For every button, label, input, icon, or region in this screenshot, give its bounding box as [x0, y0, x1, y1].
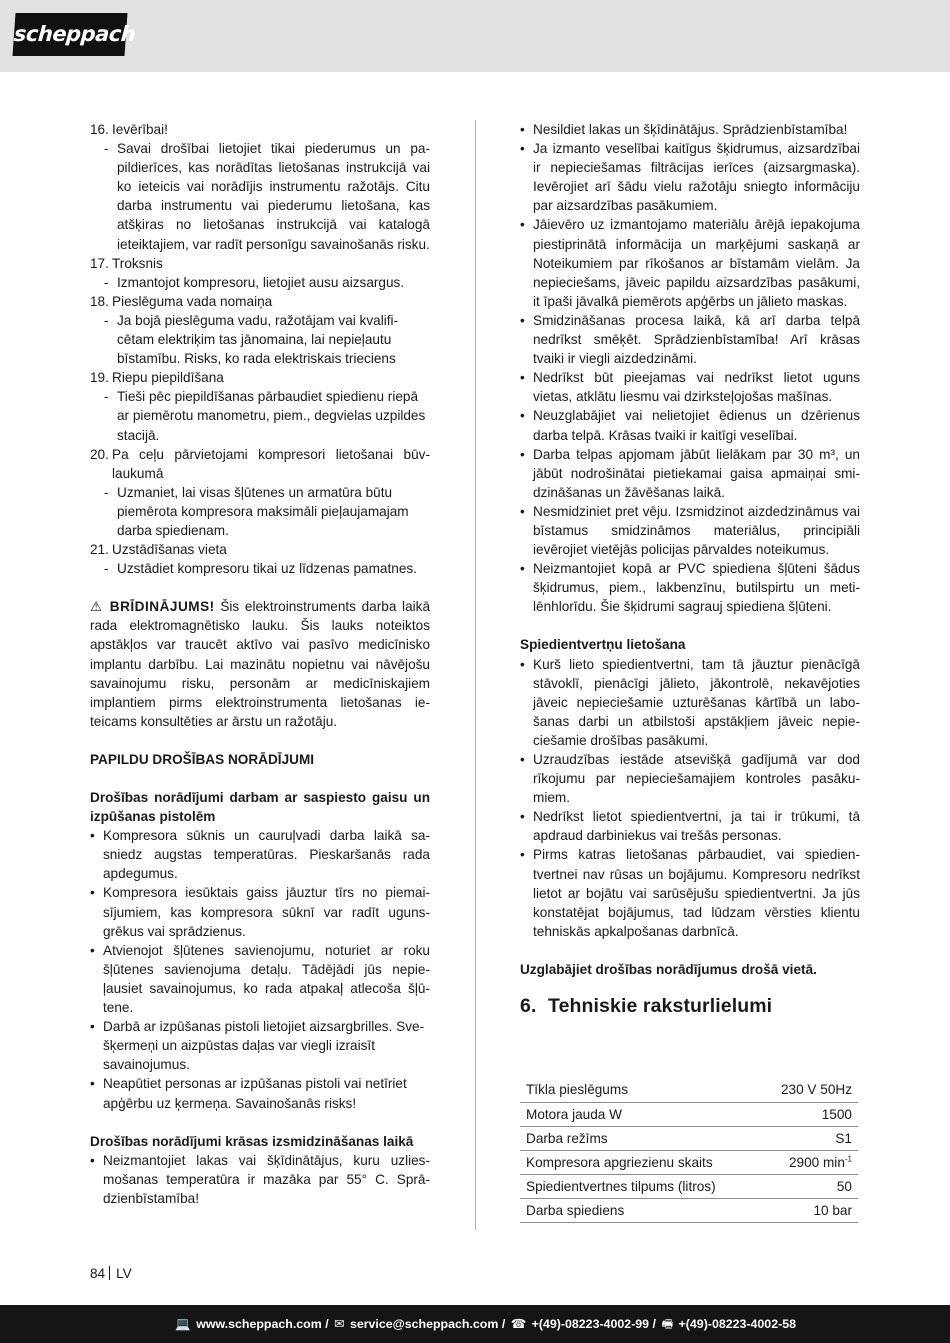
spec-label: Darba spiediens	[520, 1198, 759, 1222]
list-item: • Neizmantojiet lakas vai šķīdinātājus, kuru uzliesmošanas temperatūra ir mazāka par 55° C. Sprādzienbīstamība!	[90, 1151, 430, 1208]
spec-value: S1	[759, 1126, 858, 1150]
computer-icon: 💻	[175, 1317, 191, 1331]
item-21: 21. Uzstādīšanas vieta	[90, 542, 227, 558]
page-language: LV	[116, 1266, 132, 1281]
scheppach-logo: scheppach	[12, 13, 127, 56]
spec-label: Tīkla pieslēgums	[520, 1078, 759, 1102]
list-item: • Pirms katras lietošanas pārbaudiet, vai spiedientvertnei nav rūsas un bojājumu. Kompresoru nedrīkst lietot ar bojātu vai sarūsējušu spiedientvertni. Ja jūs konstatējat bojājumus, tad lūdzam vērsties klientu tehniskās apkalpošanas darbnīcā.	[520, 845, 860, 940]
item-21-text: - Uzstādiet kompresoru tikai uz līdzenas pamatnes.	[104, 559, 430, 578]
item-17-text: - Izmantojot kompresoru, lietojiet ausu aizsargus.	[104, 273, 430, 292]
item-16-text: - Savai drošībai lietojiet tikai piederumus un papildierīces, kas norādītas lietošanas instrukcijā vai ko ieteicis vai norādījis instrumentu ražotājs. Citu darba instrumentu vai piederumu lietošana, kas atšķiras no lietošanas instrukcijā vai katalogā ieteiktajiem, var radīt personīgu savainošanās risku.	[104, 139, 430, 254]
footer-phone: +(49)-08223-4002-99	[531, 1317, 650, 1331]
spec-label: Kompresora apgriezienu skaits	[520, 1150, 759, 1174]
tech-specs-table	[520, 1078, 858, 1223]
list-item: • Darba telpas apjomam jābūt lielākam par 30 m³, un jābūt nodrošinātai pietiekamai gaisa apmaiņai smidzināšanas un žāvēšanas laikā.	[520, 445, 860, 502]
footer-email[interactable]: service@scheppach.com	[349, 1317, 499, 1331]
tech-section-title: 6. Tehniskie raksturlielumi	[520, 995, 773, 1018]
warning-icon: ⚠	[90, 599, 105, 615]
item-19-text: - Tieši pēc piepildīšanas pārbaudiet spiedienu riepā ar piemērotu manometru, piem., degvielas uzpildes stacijā.	[104, 387, 430, 444]
spec-value: 10 bar	[759, 1198, 858, 1222]
list-item: • Uzraudzības iestāde atsevišķā gadījumā var dod rīkojumu par nepieciešamajiem kontroles pasākumiem.	[520, 750, 860, 807]
table-row	[520, 1198, 858, 1222]
spec-value: 1500	[759, 1102, 858, 1126]
footer-website[interactable]: www.scheppach.com	[196, 1317, 322, 1331]
page-number: 84 LV	[90, 1266, 132, 1281]
list-item: • Nedrīkst lietot spiedientvertni, ja tai ir trūkumi, tā apdraud darbiniekus vai trešās personas.	[520, 807, 860, 845]
table-row	[520, 1126, 858, 1150]
table-row	[520, 1102, 858, 1126]
spec-label: Motora jauda W	[520, 1102, 759, 1126]
item-19-title: Riepu piepildīšana	[112, 370, 224, 386]
list-item: • Ja izmanto veselībai kaitīgus šķidrumus, aizsardzībai ir nepieciešamas filtrācijas ierīces (aizsargmaska). Ievērojiet arī šādu vielu ražotāju sniegto informāciju par aizsardzības pasākumiem.	[520, 139, 860, 215]
spec-value-superscript: -1	[844, 1153, 852, 1163]
warning-text: Šis elektroinstruments darba laikā rada elektromagnētisko lauku. Šis lauks noteiktos apstākļos var traucēt aktīvo vai pasīvo medicīnisko implantu darbību. Lai mazinātu nopietnu vai nāvējošu savainojumu risku, personām ar medicīniskajiem implantiem pirms elektroinstrumenta lietošanas ieteicams konsultēties ar ārstu un ražotāju.	[90, 599, 431, 729]
list-item: • Jāievēro uz izmantojamo materiālu ārējā iepakojuma piestiprinātā informācija un marķējumi saskaņā ar Noteikumiem par rīkošanos ar bīstamām vielām. Ja nepieciešams, jāveic papildu aizsardzības pasākumi, it īpaši jāvalkā piemērots apģērbs un jālieto maskas.	[520, 215, 860, 310]
spec-label: Spiedientvertnes tilpums (litros)	[520, 1174, 759, 1198]
item-21-title: Uzstādīšanas vieta	[112, 542, 227, 558]
tank-heading: Spiedientvertņu lietošana	[520, 637, 686, 653]
item-18-text: - Ja bojā pieslēguma vadu, ražotājam vai kvalificētam elektriķim tas jānomaina, lai nepieļautu bīstamību. Risks, ko rada elektriskais trieciens	[104, 311, 430, 368]
list-item: • Neuzglabājiet vai nelietojiet ēdienus un dzērienus darba telpā. Krāsas tvaiki ir kaitīgi veselībai.	[520, 406, 860, 444]
item-20: 20. Pa ceļu pārvietojami kompresori lietošanai būvlaukumā	[90, 446, 430, 481]
item-18-title: Pieslēguma vada nomaiņa	[112, 293, 273, 309]
header-bar	[0, 0, 950, 72]
item-16-title: Ievērībai!	[112, 122, 168, 137]
keep-instructions-note: Uzglabājiet drošības norādījumus drošā vietā.	[520, 961, 817, 977]
email-icon: ✉	[334, 1317, 345, 1331]
list-item: • Kompresora iesūktais gaiss jāuztur tīrs no piemaisījumiem, kas kompresora sūknī var radīt ugunsgrēkus vai sprādzienus.	[90, 883, 430, 940]
item-20-text: - Uzmaniet, lai visas šļūtenes un armatūra būtu piemērota kompresora maksimāli pieļaujamajam darba spiedienam.	[104, 483, 430, 540]
section-heading: PAPILDU DROŠĪBAS NORĀDĪJUMI	[90, 751, 315, 767]
table-row	[520, 1174, 858, 1198]
item-16: 16. Ievērībai!	[90, 122, 168, 137]
spec-value: 50	[759, 1174, 858, 1198]
list-item: • Atvienojot šļūtenes savienojumu, noturiet ar roku šļūtenes savienojuma detaļu. Tādējādi jūs nepieļausiet savainojumus, ko rada atpakaļ atlecoša šļūtene.	[90, 941, 430, 1017]
list-item: • Smidzināšanas procesa laikā, kā arī darba telpā nedrīkst smēķēt. Sprādzienbīstamība! Arī krāsas tvaiki ir viegli aizdedzināmi.	[520, 311, 860, 368]
item-17-title: Troksnis	[112, 255, 163, 271]
paint-spraying-heading: Drošības norādījumi krāsas izsmidzināšanas laikā	[90, 1133, 414, 1149]
column-divider	[475, 120, 476, 1230]
list-item: • Kurš lieto spiedientvertni, tam tā jāuztur pienācīgā stāvoklī, pienācīgi jālieto, jākontrolē, nekavējoties jāveic nepieciešamie uzturēšanas kārtībā un labošanas darbi un atbilstoši apstākļiem jāveic nepieciešamie drošības pasākumi.	[520, 655, 860, 750]
fax-icon: 🖷	[661, 1317, 674, 1331]
phone-icon: ☎	[510, 1317, 527, 1331]
footer-bar: 💻 www.scheppach.com / ✉ service@scheppach.com / ☎ +(49)-08223-4002-99 / 🖷 +(49)-08223-4002-58	[0, 1305, 950, 1343]
warning-paragraph	[90, 597, 430, 731]
list-item: • Nedrīkst būt pieejamas vai nedrīkst lietot uguns vietas, atklātu liesmu vai dzirksteļojošas mašīnas.	[520, 368, 860, 406]
warning-label: BRĪDINĀJUMS!	[109, 599, 215, 615]
item-19: 19. Riepu piepildīšana	[90, 370, 224, 386]
list-item: • Kompresora sūknis un cauruļvadi darba laikā sasniedz augstas temperatūras. Pieskaršanās rada apdegumus.	[90, 826, 430, 883]
compressed-air-heading: Drošības norādījumi darbam ar saspiesto gaisu un izpūšanas pistolēm	[90, 790, 430, 825]
item-17: 17. Troksnis	[90, 255, 163, 271]
list-item: • Darbā ar izpūšanas pistoli lietojiet aizsargbrilles. Svešķermeņi un aizpūstas daļas var viegli izraisīt savainojumus.	[90, 1017, 430, 1074]
list-item: • Nesmidziniet pret vēju. Izsmidzinot aizdedzināmus vai bīstamus smidzināmos materiālus, principiāli ievērojiet vietējās policijas pārvaldes noteikumus.	[520, 502, 860, 559]
spec-label: Darba režīms	[520, 1126, 759, 1150]
list-item: • Neizmantojiet kopā ar PVC spiediena šļūteni šādus šķidrumus, piem., lakbenzīnu, butilspirtu un metilēnhlorīdu. Šie šķidrumi sagrauj spiediena šļūteni.	[520, 559, 860, 616]
table-row	[520, 1150, 858, 1174]
item-18: 18. Pieslēguma vada nomaiņa	[90, 293, 273, 309]
item-20-title: Pa ceļu pārvietojami kompresori lietošanai būvlaukumā	[112, 446, 430, 481]
list-item: • Neapūtiet personas ar izpūšanas pistoli vai netīriet apģērbu uz ķermeņa. Savainošanās risks!	[90, 1074, 430, 1112]
table-row	[520, 1078, 858, 1102]
right-column	[520, 120, 860, 1016]
page-separator	[109, 1266, 110, 1280]
list-item: • Nesildiet lakas un šķīdinātājus. Sprādzienbīstamība!	[520, 120, 860, 139]
spec-value: 2900 $\min^{-1}$	[759, 1150, 858, 1174]
left-column	[90, 120, 430, 1208]
spec-value: 230 V 50Hz	[759, 1078, 858, 1102]
footer-fax: +(49)-08223-4002-58	[678, 1317, 796, 1331]
